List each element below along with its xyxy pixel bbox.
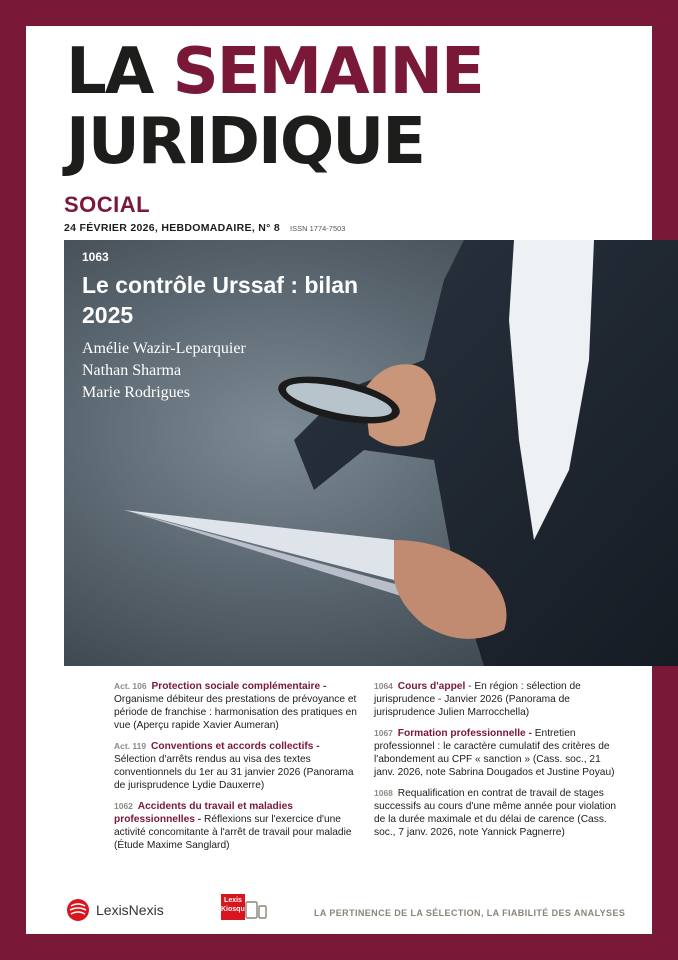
item-ref: 1067	[374, 728, 393, 738]
lexisnexis-emblem-icon	[66, 898, 90, 922]
item-text: Réflexions sur l'exercice d'une activité concomitante à l'arrêt de travail pour maladie (Étude Maxime Sanglard)	[114, 814, 352, 851]
item-ref: Act. 106	[114, 681, 147, 691]
cover-page	[26, 26, 652, 934]
summary-column-left	[114, 680, 360, 860]
footer-tagline: LA PERTINENCE DE LA SÉLECTION, LA FIABILITÉ DES ANALYSES	[314, 908, 626, 918]
item-rubric: Conventions et accords collectifs -	[150, 741, 320, 752]
issn: ISSN 1774-7503	[290, 224, 346, 233]
item-text: Requalification en contrat de travail de stages successifs au cours d'une même année pour violation de la durée maximale et du délai de carence (Cass. soc., 7 janv. 2026, note Yannick Pagnerre)	[374, 788, 617, 838]
edition-title: SOCIAL	[64, 192, 151, 217]
cover-article-title: Le contrôle Urssaf : bilan 2025	[82, 272, 359, 328]
summary-column-right	[374, 680, 622, 847]
summary-item[interactable]	[374, 727, 622, 779]
lexis-kiosque[interactable]	[221, 894, 267, 920]
item-text: - En région : sélection de jurisprudence - Janvier 2026 (Panorama de jurisprudence Julien Marrocchella)	[374, 681, 581, 718]
item-ref: 1062	[114, 801, 133, 811]
issue-date: 24 FÉVRIER 2026, HEBDOMADAIRE, N° 8	[64, 222, 281, 234]
item-rubric: Protection sociale complémentaire -	[151, 681, 327, 692]
masthead-word-juridique: JURIDIQUE	[66, 105, 424, 179]
item-ref: 1064	[374, 681, 393, 691]
item-text: Organisme débiteur des prestations de prévoyance et période de franchise : harmonisation des pratiques en vue (Aperçu rapide Xavier Aumeran)	[114, 694, 357, 731]
author: Marie Rodrigues	[82, 384, 190, 401]
summary-item[interactable]	[114, 800, 360, 852]
cover-article-authors	[82, 338, 246, 404]
masthead-word-la: LA	[66, 35, 153, 109]
summary-item[interactable]	[374, 787, 622, 839]
item-text: Sélection d'arrêts rendus au visa des textes conventionnels du 1er au 31 janvier 2026 (Panorama de jurisprudence Lydie Dauxerre)	[114, 754, 354, 791]
devices-icon	[245, 896, 267, 920]
summary-item[interactable]	[114, 680, 360, 732]
masthead-word-semaine: SEMAINE	[172, 35, 483, 109]
kiosque-badge: Lexis Kiosque	[221, 894, 245, 920]
summary-item[interactable]	[374, 680, 622, 719]
item-text: Entretien professionnel : le caractère cumulatif des critères de l'abondement au CPF « sanction » (Cass. soc., 21 janv. 2026, note Sabrina Dougados et Justine Poyau)	[374, 728, 615, 778]
lexisnexis-logo	[66, 898, 164, 922]
dateline	[64, 222, 345, 234]
author: Nathan Sharma	[82, 362, 182, 379]
summary-item[interactable]	[114, 740, 360, 792]
cover-photo	[64, 240, 678, 666]
item-rubric: Cours d'appel	[397, 681, 466, 692]
masthead-line1	[66, 35, 483, 109]
item-ref: Act. 119	[114, 741, 147, 751]
author: Amélie Wazir-Leparquier	[82, 340, 246, 357]
item-rubric: Formation professionnelle -	[397, 728, 532, 739]
item-rubric: Accidents du travail et maladies professionnelles -	[114, 801, 293, 825]
cover-article-number: 1063	[82, 250, 109, 264]
publisher-name: LexisNexis	[96, 902, 164, 918]
item-ref: 1068	[374, 788, 393, 798]
